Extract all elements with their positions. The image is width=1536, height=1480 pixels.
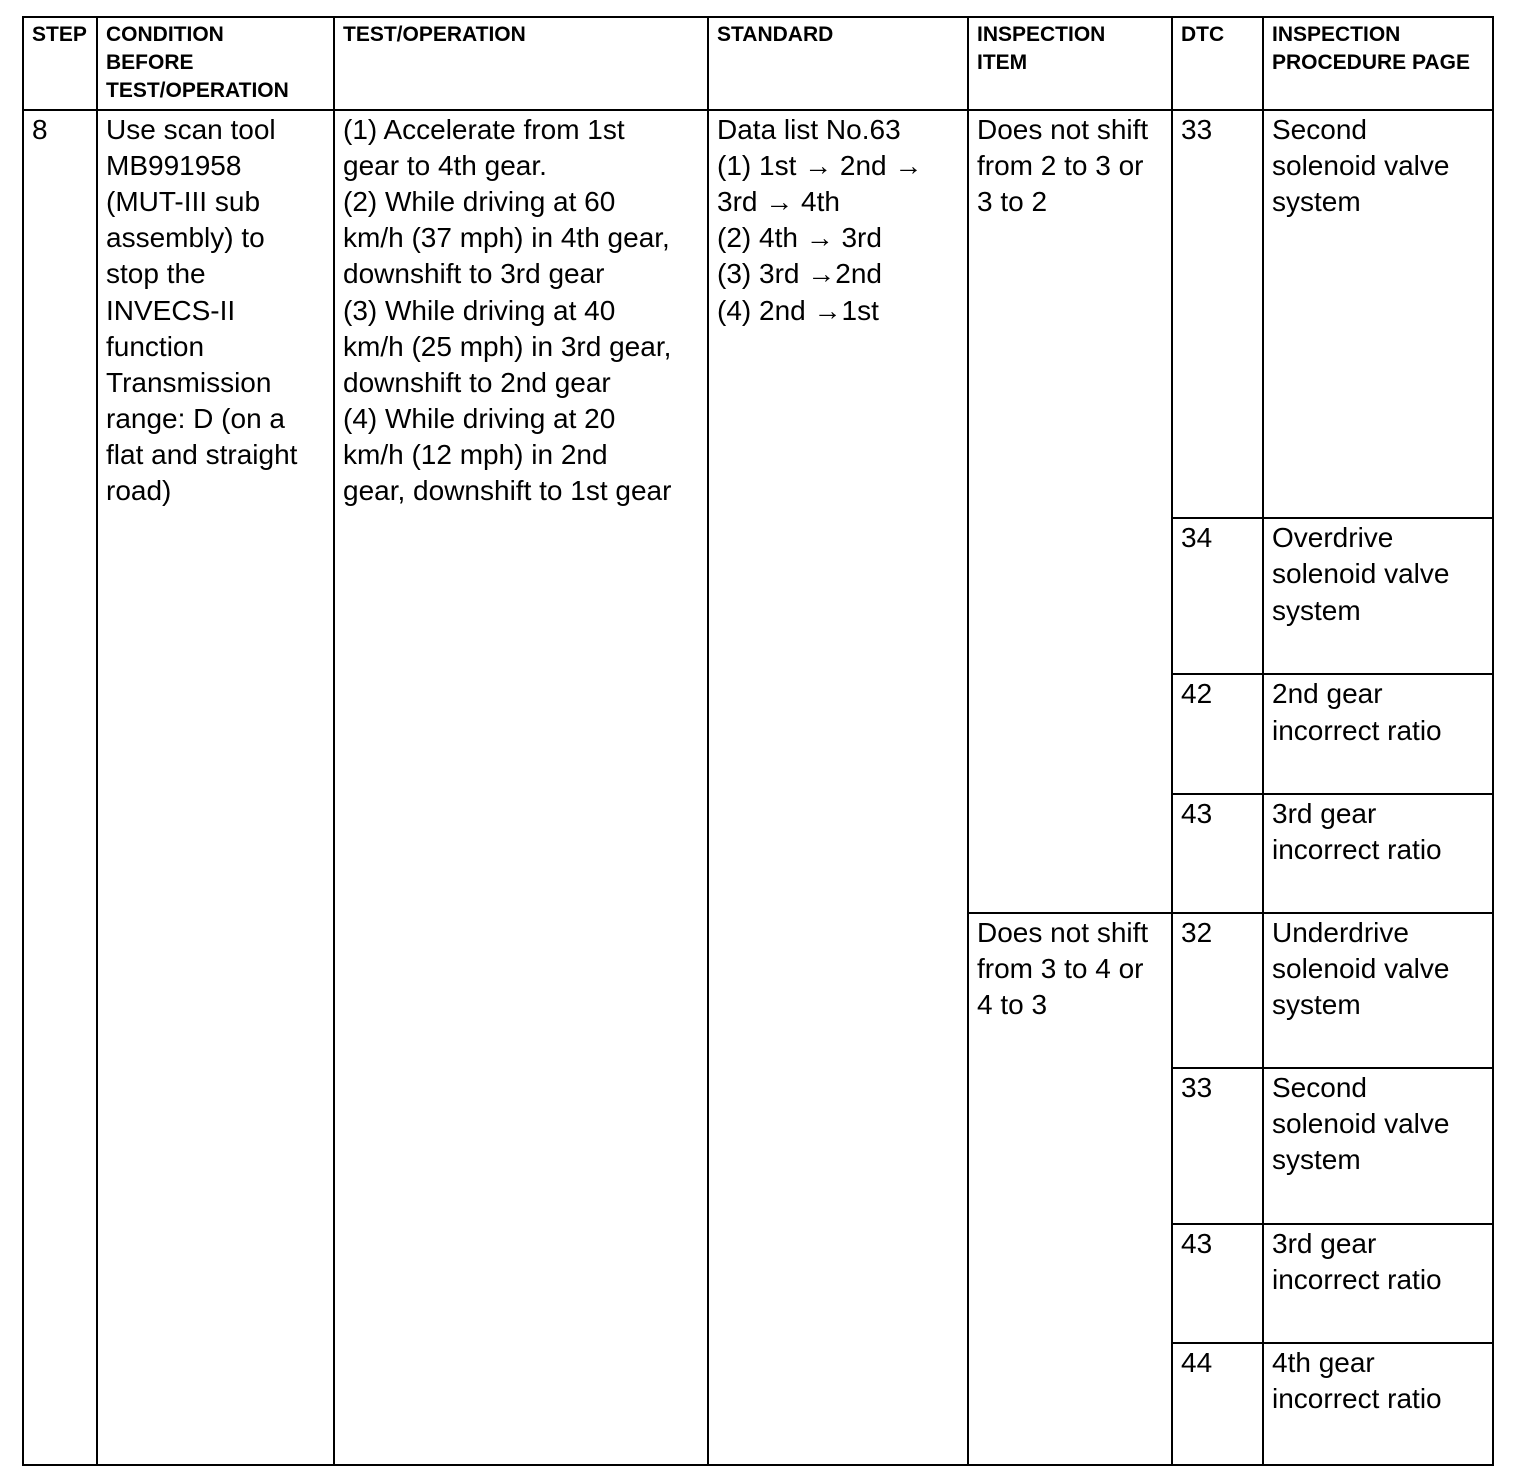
procedure-cell: 4th gear incorrect ratio xyxy=(1263,1343,1493,1465)
dtc-cell: 33 xyxy=(1172,110,1263,518)
procedure-cell: Underdrive solenoid valve system xyxy=(1263,913,1493,1068)
dtc-cell: 43 xyxy=(1172,1224,1263,1343)
procedure-cell: Second solenoid valve system xyxy=(1263,110,1493,518)
test-operation-cell: (1) Accelerate from 1st gear to 4th gear. (2) While driving at 60 km/h (37 mph) in 4th gear, downshift to 3rd gear (3) While driving at 40 km/h (25 mph) in 3rd gear, downshift to 2nd gear (4) While driving at 20 km/h (12 mph) in 2nd gear, downshift to 1st gear xyxy=(334,110,708,1465)
header-step: STEP xyxy=(23,17,97,110)
table-row xyxy=(23,110,1493,518)
procedure-cell: Second solenoid valve system xyxy=(1263,1068,1493,1224)
header-inspection-item: INSPECTION ITEM xyxy=(968,17,1172,110)
procedure-cell: 3rd gear incorrect ratio xyxy=(1263,1224,1493,1343)
header-row xyxy=(23,17,1493,110)
inspection-item-cell: Does not shift from 2 to 3 or 3 to 2 xyxy=(968,110,1172,913)
inspection-table xyxy=(22,16,1494,1466)
standard-cell: Data list No.63 (1) 1st → 2nd → 3rd → 4th (2) 4th → 3rd (3) 3rd →2nd (4) 2nd →1st xyxy=(708,110,968,1465)
header-test-operation: TEST/OPERATION xyxy=(334,17,708,110)
dtc-cell: 44 xyxy=(1172,1343,1263,1465)
dtc-cell: 42 xyxy=(1172,674,1263,793)
header-procedure: INSPECTION PROCEDURE PAGE xyxy=(1263,17,1493,110)
inspection-item-cell: Does not shift from 3 to 4 or 4 to 3 xyxy=(968,913,1172,1465)
procedure-cell: 3rd gear incorrect ratio xyxy=(1263,794,1493,913)
header-standard: STANDARD xyxy=(708,17,968,110)
condition-cell: Use scan tool MB991958 (MUT-III sub assembly) to stop the INVECS-II function Transmission range: D (on a flat and straight road) xyxy=(97,110,334,1465)
header-dtc: DTC xyxy=(1172,17,1263,110)
procedure-cell: Overdrive solenoid valve system xyxy=(1263,518,1493,674)
dtc-cell: 43 xyxy=(1172,794,1263,913)
header-condition: CONDITION BEFORE TEST/OPERATION xyxy=(97,17,334,110)
dtc-cell: 32 xyxy=(1172,913,1263,1068)
procedure-cell: 2nd gear incorrect ratio xyxy=(1263,674,1493,793)
dtc-cell: 33 xyxy=(1172,1068,1263,1224)
dtc-cell: 34 xyxy=(1172,518,1263,674)
step-cell: 8 xyxy=(23,110,97,1465)
